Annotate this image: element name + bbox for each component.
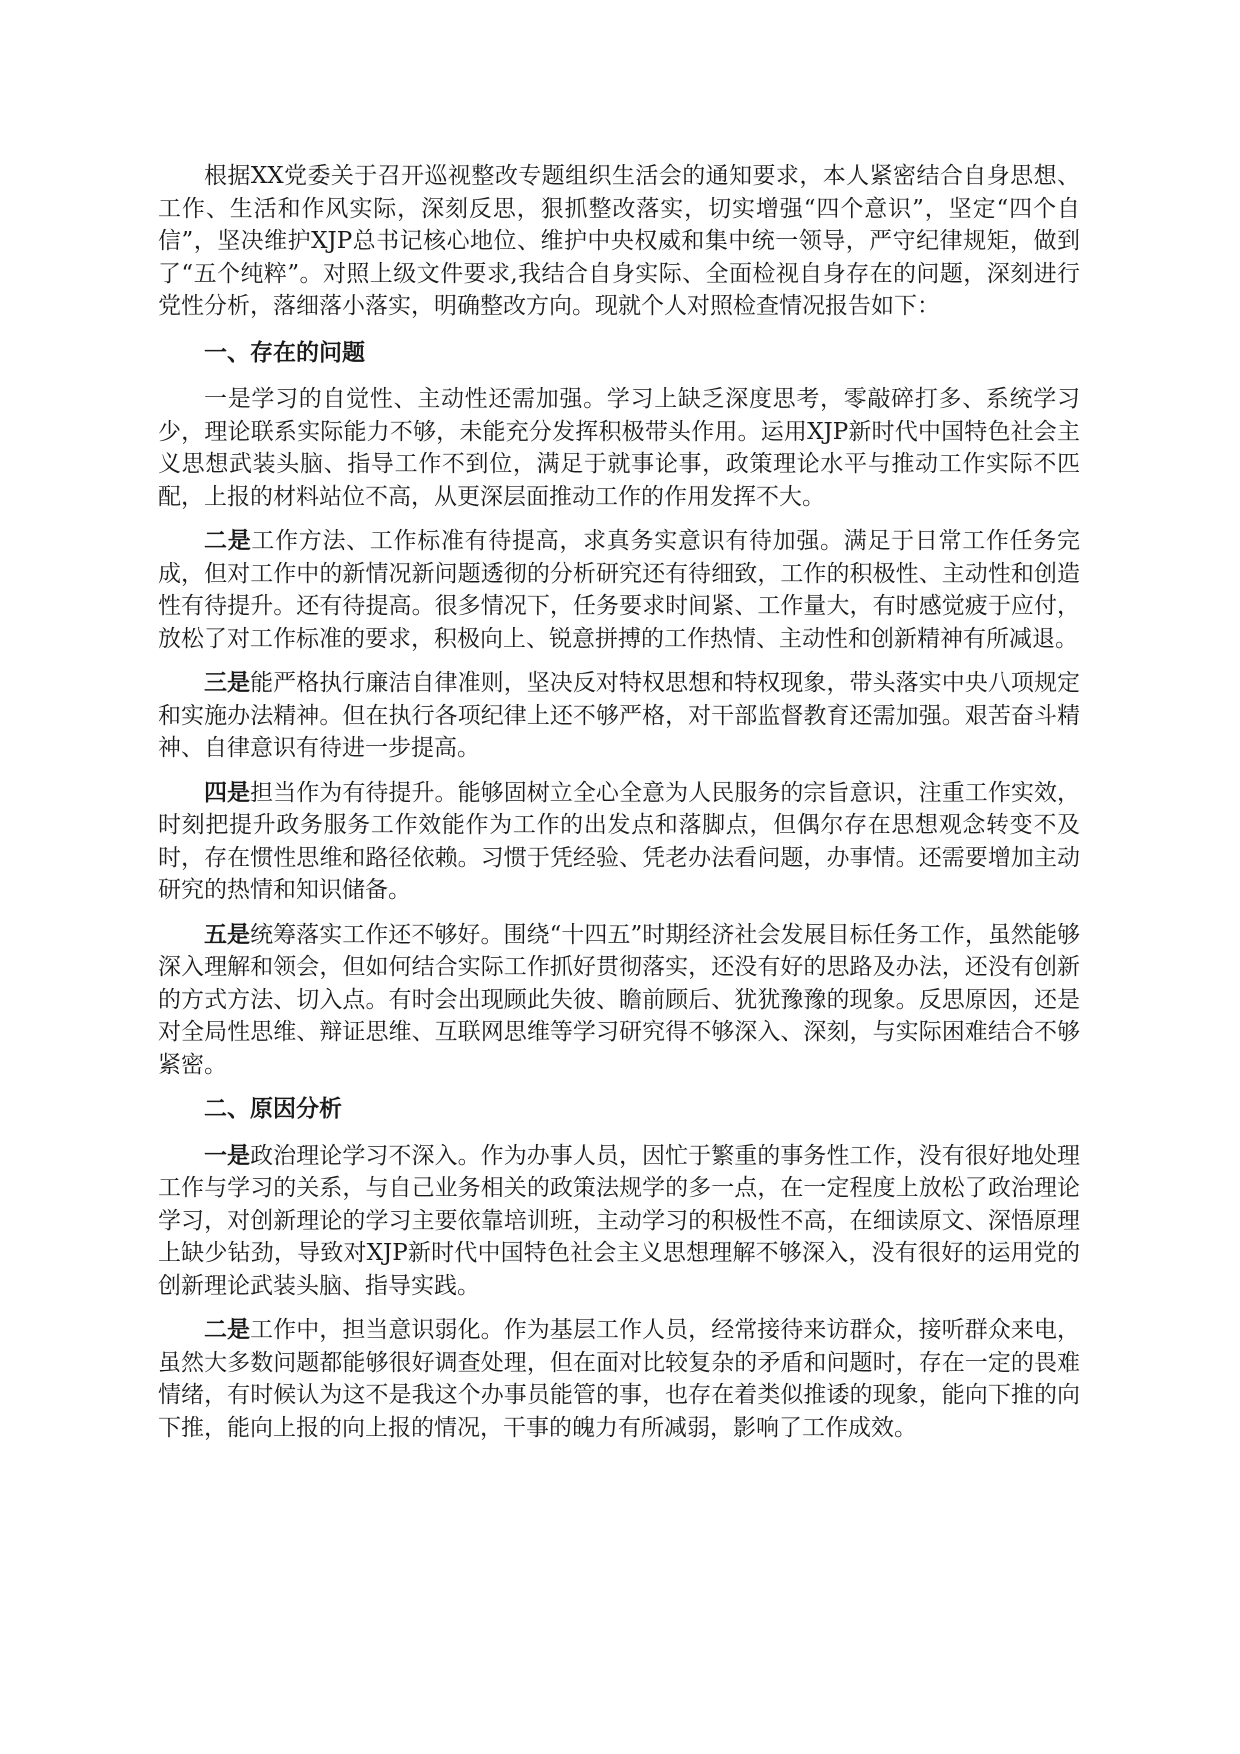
paragraph-lead: 三是	[204, 670, 251, 696]
paragraph-lead: 二是	[204, 528, 252, 554]
section-heading-problems: 一、存在的问题	[204, 339, 365, 366]
paragraph-text: 工作中，担当意识弱化。作为基层工作人员，经常接待来访群众，接听群众来电，虽然大多数问题都能够很好调查处理，但在面对比较复杂的矛盾和问题时，存在一定的畏难情绪，有时候认为这不是我这个办事员能管的事，也存在着类似推诿的现象，能向下推的向下推，能向上报的向上报的情况，干事的魄力有所减弱，影响了工作成效。	[158, 1317, 1081, 1441]
paragraph-lead: 五是	[204, 921, 251, 948]
paragraph-text: 一是学习的自觉性、主动性还需加强。学习上缺乏深度思考，零敲碎打多、系统学习少，理论联系实际能力不够，未能充分发挥积极带头作用。运用XJP新时代中国特色社会主义思想武装头脑、指导工作不到位，满足于就事论事，政策理论水平与推动工作实际不匹配，上报的材料站位不高，从更深层面推动工作的作用发挥不大。	[158, 386, 1080, 510]
problem-paragraph-5	[158, 919, 1080, 1082]
cause-paragraph-1	[158, 1140, 1080, 1303]
paragraph-text: 统筹落实工作还不够好。围绕“十四五”时期经济社会发展目标任务工作，虽然能够深入理解和领会，但如何结合实际工作抓好贯彻落实，还没有好的思路及办法，还没有创新的方式方法、切入点。有时会出现顾此失彼、瞻前顾后、犹犹豫豫的现象。反思原因，还是对全局性思维、辩证思维、互联网思维等学习研究得不够深入、深刻，与实际困难结合不够紧密。	[158, 921, 1080, 1078]
problem-paragraph-2	[158, 525, 1080, 655]
paragraph-lead: 四是	[204, 779, 251, 806]
problem-paragraph-4	[158, 777, 1080, 907]
paragraph-text: 能严格执行廉洁自律准则，坚决反对特权思想和特权现象，带头落实中央八项规定和实施办法精神。但在执行各项纪律上还不够严格，对干部监督教育还需加强。艰苦奋斗精神、自律意识有待进一步提高。	[158, 670, 1081, 761]
problem-paragraph-3	[158, 667, 1080, 765]
document-body	[158, 160, 1080, 1456]
paragraph-text: 工作方法、工作标准有待提高，求真务实意识有待加强。满足于日常工作任务完成，但对工作中的新情况新问题透彻的分析研究还有待细致，工作的积极性、主动性和创造性有待提升。还有待提高。很多情况下，任务要求时间紧、工作量大，有时感觉疲于应付，放松了对工作标准的要求，积极向上、锐意拼搏的工作热情、主动性和创新精神有所减退。	[158, 528, 1081, 652]
paragraph-text: 政治理论学习不深入。作为办事人员，因忙于繁重的事务性工作，没有很好地处理工作与学习的关系，与自己业务相关的政策法规学的多一点，在一定程度上放松了政治理论学习，对创新理论的学习主要依靠培训班，主动学习的积极性不高，在细读原文、深悟原理上缺少钻劲，导致对XJP新时代中国特色社会主义思想理解不够深入，没有很好的运用党的创新理论武装头脑、指导实践。	[158, 1142, 1081, 1299]
section-heading-causes: 二、原因分析	[204, 1096, 342, 1122]
intro-paragraph: 根据XX党委关于召开巡视整改专题组织生活会的通知要求，本人紧密结合自身思想、工作、生活和作风实际，深刻反思，狠抓整改落实，切实增强“四个意识”，坚定“四个自信”，坚决维护XJP总书记核心地位、维护中央权威和集中统一领导，严守纪律规矩，做到了“五个纯粹”。对照上级文件要求,我结合自身实际、全面检视自身存在的问题，深刻进行党性分析，落细落小落实，明确整改方向。现就个人对照检查情况报告如下：	[158, 163, 1080, 319]
paragraph-lead: 一是	[204, 1142, 251, 1169]
paragraph-text: 担当作为有待提升。能够固树立全心全意为人民服务的宗旨意识，注重工作实效，时刻把提升政务服务工作效能作为工作的出发点和落脚点，但偶尔存在思想观念转变不及时，存在惯性思维和路径依赖。习惯于凭经验、凭老办法看问题，办事情。还需要增加主动研究的热情和知识储备。	[158, 779, 1081, 903]
paragraph-lead: 二是	[204, 1317, 251, 1343]
problem-paragraph-1	[158, 383, 1080, 513]
cause-paragraph-2	[158, 1314, 1080, 1444]
